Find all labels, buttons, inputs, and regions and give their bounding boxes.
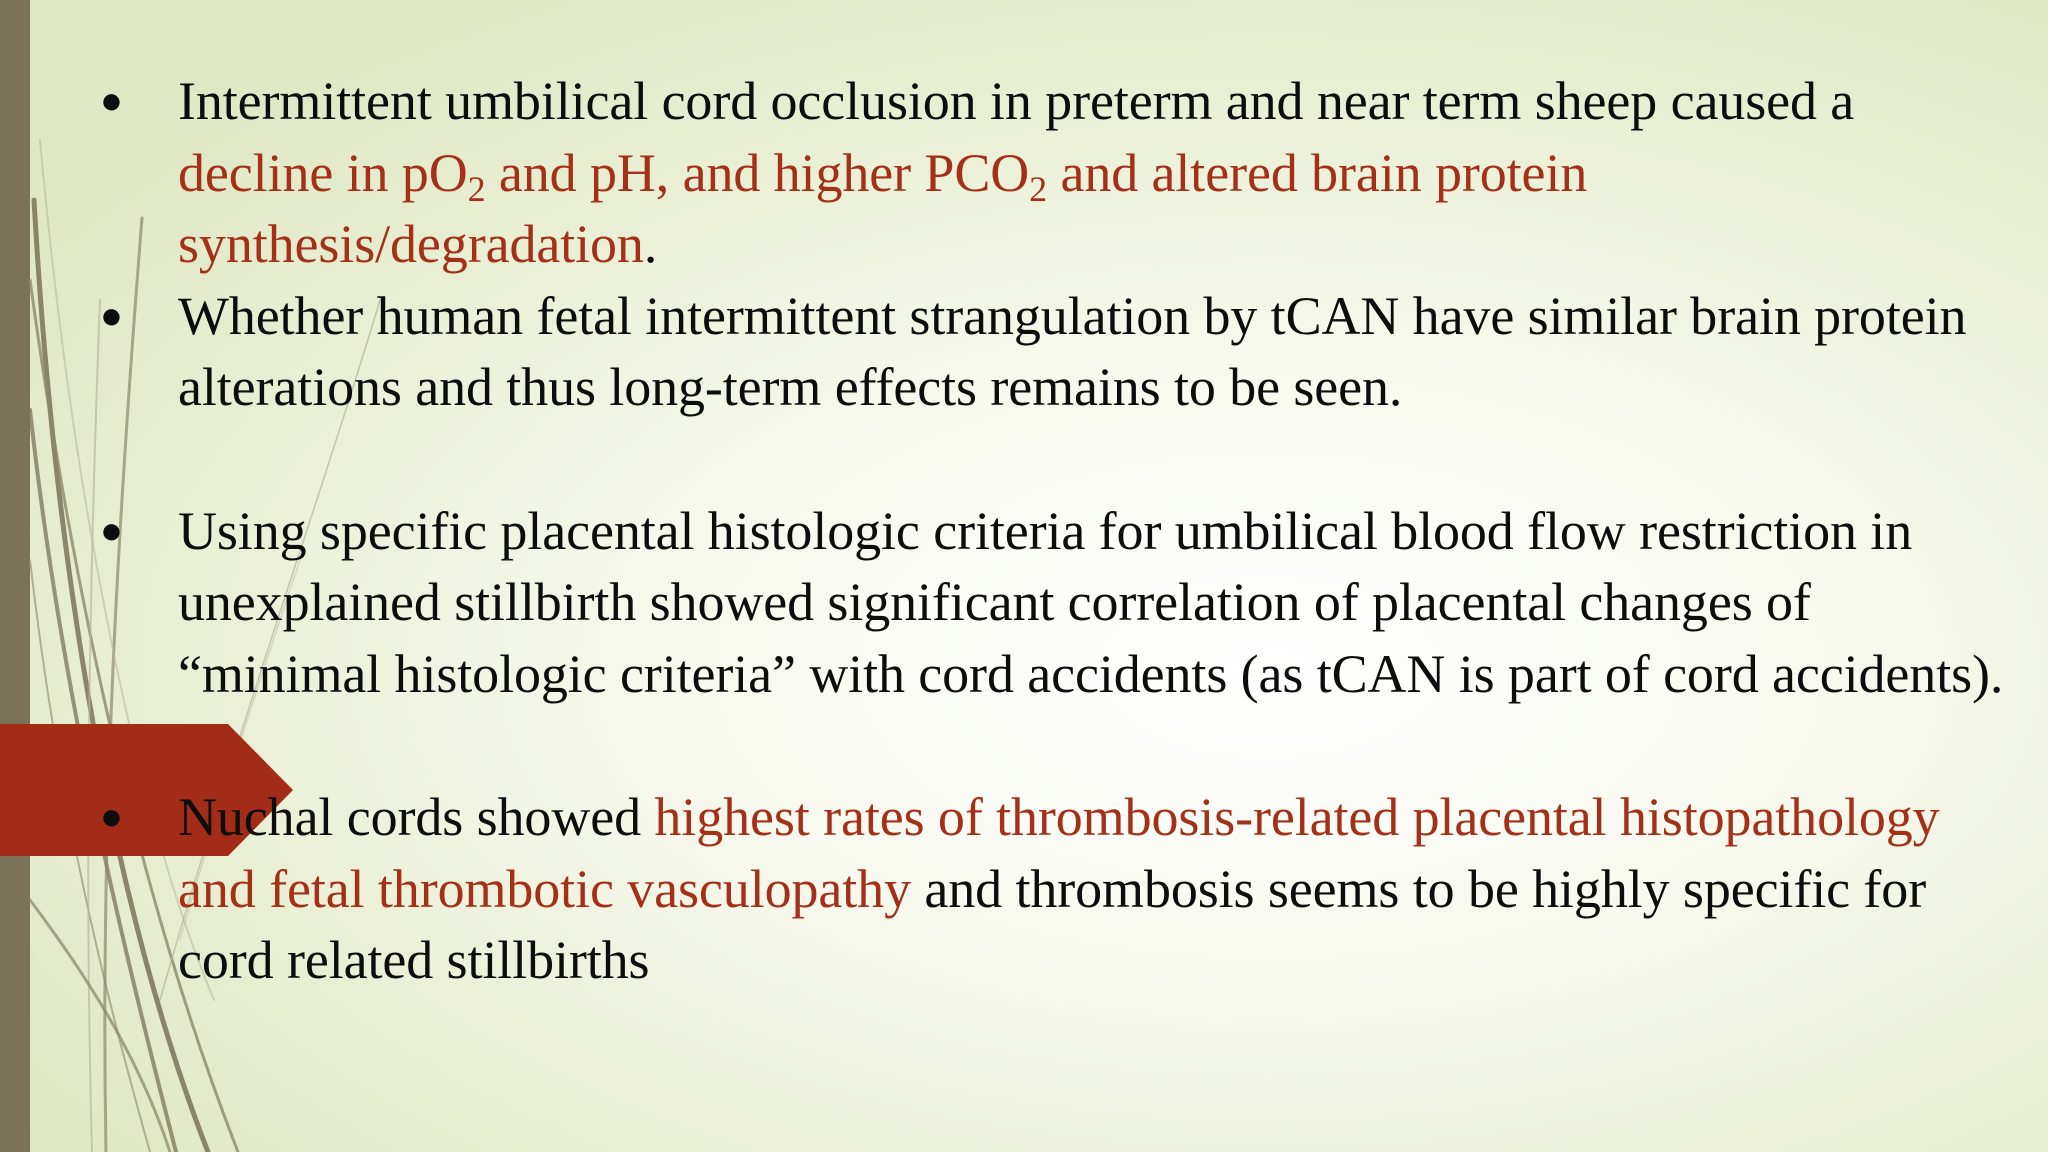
bullet-dot: ● (100, 796, 123, 838)
bullet-item (100, 66, 2010, 281)
bullet-text (178, 787, 1940, 990)
bullet-plain-text: Nuchal cords showed (178, 787, 655, 847)
bullet-item (100, 281, 2010, 424)
spacer (100, 710, 2010, 782)
bullet-text: Using specific placental histologic criteria for umbilical blood flow restriction in unexplained stillbirth showed significant correlation of placental changes of “minimal histologic criteria” with cord accidents (as tCAN is part of cord accidents). (178, 500, 2004, 704)
bullet-dot: ● (100, 509, 123, 552)
subscript: 2 (1029, 168, 1048, 209)
bullet-list (100, 66, 2010, 997)
bullet-item (100, 496, 2010, 711)
highlighted-text: highest rates of thrombosis-related placental histopathology and fetal thrombotic vasculopathy (178, 787, 1940, 919)
bullet-dot: ● (100, 80, 123, 122)
bullet-plain-text: . (643, 214, 658, 274)
bullet-text: Whether human fetal intermittent strangulation by tCAN have similar brain protein alterations and thus long-term effects remains to be seen. (178, 285, 1967, 417)
bullet-text (178, 71, 1854, 274)
spacer (100, 424, 2010, 496)
bullet-dot: ● (100, 294, 123, 337)
bullet-plain-text: and thrombosis seems to be highly specific for cord related stillbirths (178, 858, 1927, 990)
subscript: 2 (467, 168, 486, 209)
highlighted-text: and altered brain protein synthesis/degradation (178, 142, 1588, 274)
highlighted-text: and pH, and higher PCO (485, 142, 1030, 203)
highlighted-text: decline in pO (178, 142, 468, 203)
bullet-item (100, 782, 2010, 997)
bullet-plain-text: Intermittent umbilical cord occlusion in preterm and near term sheep caused a (178, 71, 1855, 131)
